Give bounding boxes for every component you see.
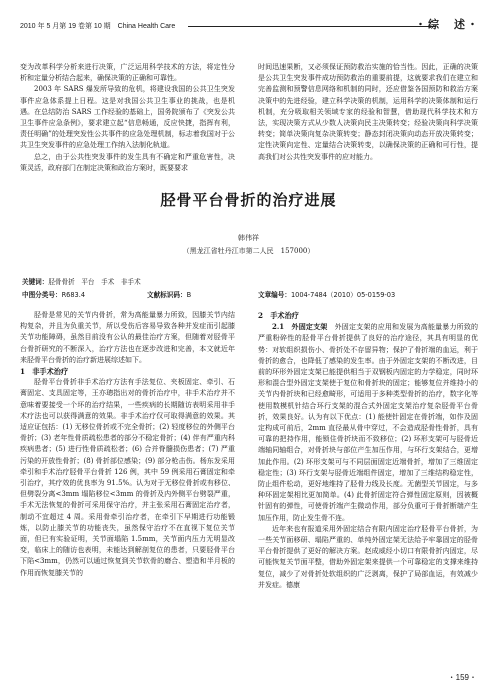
section-heading: 2 手术治疗 [258,311,299,320]
header-rule [188,26,436,27]
intro-paragraph: 胫骨是常见的关节内骨折，常为高能量暴力所致，因膝关节内结构复杂，并且为负重关节，所以受伤后容易导致各种并发症而引起膝关节功能障碍，虽然目前没有公认的最佳治疗方案，但随着对胫骨平台骨折研究的不断深入，治疗方法也在逐步改进和完善，本文就近年来胫骨平台骨折的治疗新进展综述如下。 [20,311,235,364]
subsection-heading: 2.1 外固定支架 [272,322,328,332]
paragraph: 时间迅速果断，又必须保证预防救治实施的恰当性。因此，正确的决策是公共卫生突发事件成功预防救治的重要前提，这就要求我们在建立和完善监测和预警信息网络和机制的同时，还应借鉴各国预防和救治方案决策中的先进经验，建立科学决策的机制，运用科学的决策体制和运行机制，充分吸取相关领域专家的经验和智慧，借助现代科学技术和方法，实现决策方式从少数人决策向民主决策转变；经验决策向科学决策转变；简单决策向复杂决策转变；静态封闭决策向动态开放决策转变；定性决策向定性、定量结合决策转变，以确保决策的正确和可行性，提高我们对公共性突发事件的应对能力。 [258,63,478,161]
classification-line [22,289,478,299]
paragraph: 胫骨平台骨折非手术治疗方法有手法复位、夹板固定、牵引、石膏固定、支具固定等，王亦璁指出对的骨折治疗中，非手术治疗并不意味着要接受一个坏的治疗结果，一些疾病的长期随访表明采用非手术疗法也可以获得满意的效果。非手术治疗仅可取得满意的效果。其适应证包括：(1) 无移位骨折或不完全骨折；(2) 轻度移位的外侧平台骨折；(3) 老年性骨质疏松患者的部分不稳定骨折；(4) 伴有严重内科疾病患者；(5) 进行性骨质疏松者；(6) 合并脊髓损伤患者；(7) 严重污染的开放性骨折；(8) 骨折部位感染；(9) 部分枪击伤。杨东发采用牵引和手术治疗胫骨平台骨折 126 例，其中 59 例采用石膏固定和牵引治疗，其疗效的优良率为 91.5%。认为对于无移位骨折或有移位、但劈裂分离<3mm 塌陷移位<3mm 的骨折及内外侧平台劈裂严重，手术无法恢复的骨折可采用保守治疗，并主张采用石膏固定治疗者，制动不宜超过 4 周。采用骨牵引治疗者，在牵引下早期进行功能锻炼，以防止膝关节的功能丧失，虽然保守治疗不在直视下复位关节面，但已有实验证明，关节面塌陷 1.5mm，关节面内压力无明显改变，临床上的随访也表明，未能达到解剖复位的患者，只要胫骨平台下陷<3mm，仍然可以通过恢复到关节软骨的磨合、塑造和半月板的作用而恢复膝关节的 [20,378,235,577]
author-name: 韩伟祥 [238,234,259,242]
clc-code: R683.4 [61,291,86,299]
keywords-line [22,276,478,286]
paragraph: 近年来也有报道采用外固定结合有限内固定治疗胫骨平台骨折，为一些关节面移研、塌陷严重的、单纯外固定架无法给予牢靠固定的胫骨平台骨折提供了更好的解决方案。赵成威经小切口有限骨折内固定，尽可能恢复关节面平整，借助外固定架来提供一个可靠稳定的支撑来维持复位，减少了对骨折处软组织的广泛剥离，保护了局部血运，有效减少并发症。德康 [258,524,478,589]
author-affiliation: （黑龙江省牡丹江市第二人民 157000） [182,247,315,255]
paragraph: 变为改革科学分析来进行决策，广泛运用科学技术的方法，将定性分析和定量分析结合起来，确保决策的正确和可靠性。 [20,63,235,83]
running-header [20,14,480,36]
body-left-column [20,310,235,579]
keywords: 胫骨骨折 平台 手术 非手术 [48,278,141,286]
body-right-column [258,310,478,591]
paragraph: 外固定支架的应用和发展为高能量暴力所致的严重粉碎性的胫骨平台骨折提供了良好的治疗途径，其具有明显的优势：对软组织损伤小、骨折处不存留异物；保护了骨折端的血运，利于骨折的愈合，也降低了感染的发生率。由于外固定支架的不断改进，目前的环形外固定支架已能提供相当于双钢板内固定的力学稳定，同时环形和混合型外固定支架使于复位和骨折块的固定；能够复位并维持小的关节内骨折块和已经愈畸形，可适用于多种类型骨折的治疗，数字化等使用数模机针结合环行支架的混合式外固定支架治疗复杂胫骨平台骨折，效果良好。认为有以下优点：(1) 能使针固定在骨折端，如作及固定构成可前后，2mm 直径最从骨中穿过，不会造成胫骨性骨折，具有可靠的把持作用，能锁住骨折块而不致移位；(2) 环形支架可与胫骨近端轴同轴组合，对骨折块与部位产生加压作用，与环行支架结合，更增加此作用。(2) 环形支架可与不同层面固定近端骨折，增加了三维固定稳定性；(3) 环行支架与胫骨近端组件固定，增加了三维结构稳定性，防止组件松动，更好地维持了胫骨力线及长度。无菌型关节固定，与多种环固定架相比更加简单。(4) 此骨折固定符合弹性固定原则，因被概针固有的弹性，可使骨折端产生微动作用，部分负重可于骨折断端产生加压作用，防止发生骨不连。 [258,323,479,522]
article-title: 胫骨平台骨折的治疗进展 [160,191,337,209]
section-heading: 1 非手术治疗 [20,367,69,377]
keywords-label: 关键词： [22,278,49,286]
page-number: ・159・ [447,673,477,682]
article-number: 1004-7484（2010）05-0159-03 [290,291,396,299]
article-no-label: 文章编号： [258,291,291,299]
doc-code: B [186,291,192,299]
clc-label: 中图分类号： [22,291,62,299]
doc-code-label: 文献标识码： [147,291,187,299]
journal-issue-info: 2010 年 5 月第 19 卷第 10 期 China Health Care [20,23,176,30]
paragraph: 总之，由于公共性突发事件的发生具有不确定和严重危害性，决策灵活，政府部门在制定决策和政治方案时，既要要求 [20,152,235,172]
paragraph: 2003 年 SARS 爆发所导致的危机，将建设我国的公共卫生突发事件应急体系提上日程。这是对我国公共卫生事业的挑战，也是机遇。在总结防治 SARS 工作经验的基础上，国务院颁布了《突发公共卫生事件应急条例》，要求建立起“信息畅通，反应快捷，指挥有利，责任明确”的处理突发性公共事件的应急处理机制，标志着我国对于公共卫生突发事件的应急处理工作纳入法制化轨道。 [20,85,235,150]
top-right-column [258,62,478,163]
section-label: ・综 述・ [415,19,480,31]
top-left-column [20,62,235,174]
